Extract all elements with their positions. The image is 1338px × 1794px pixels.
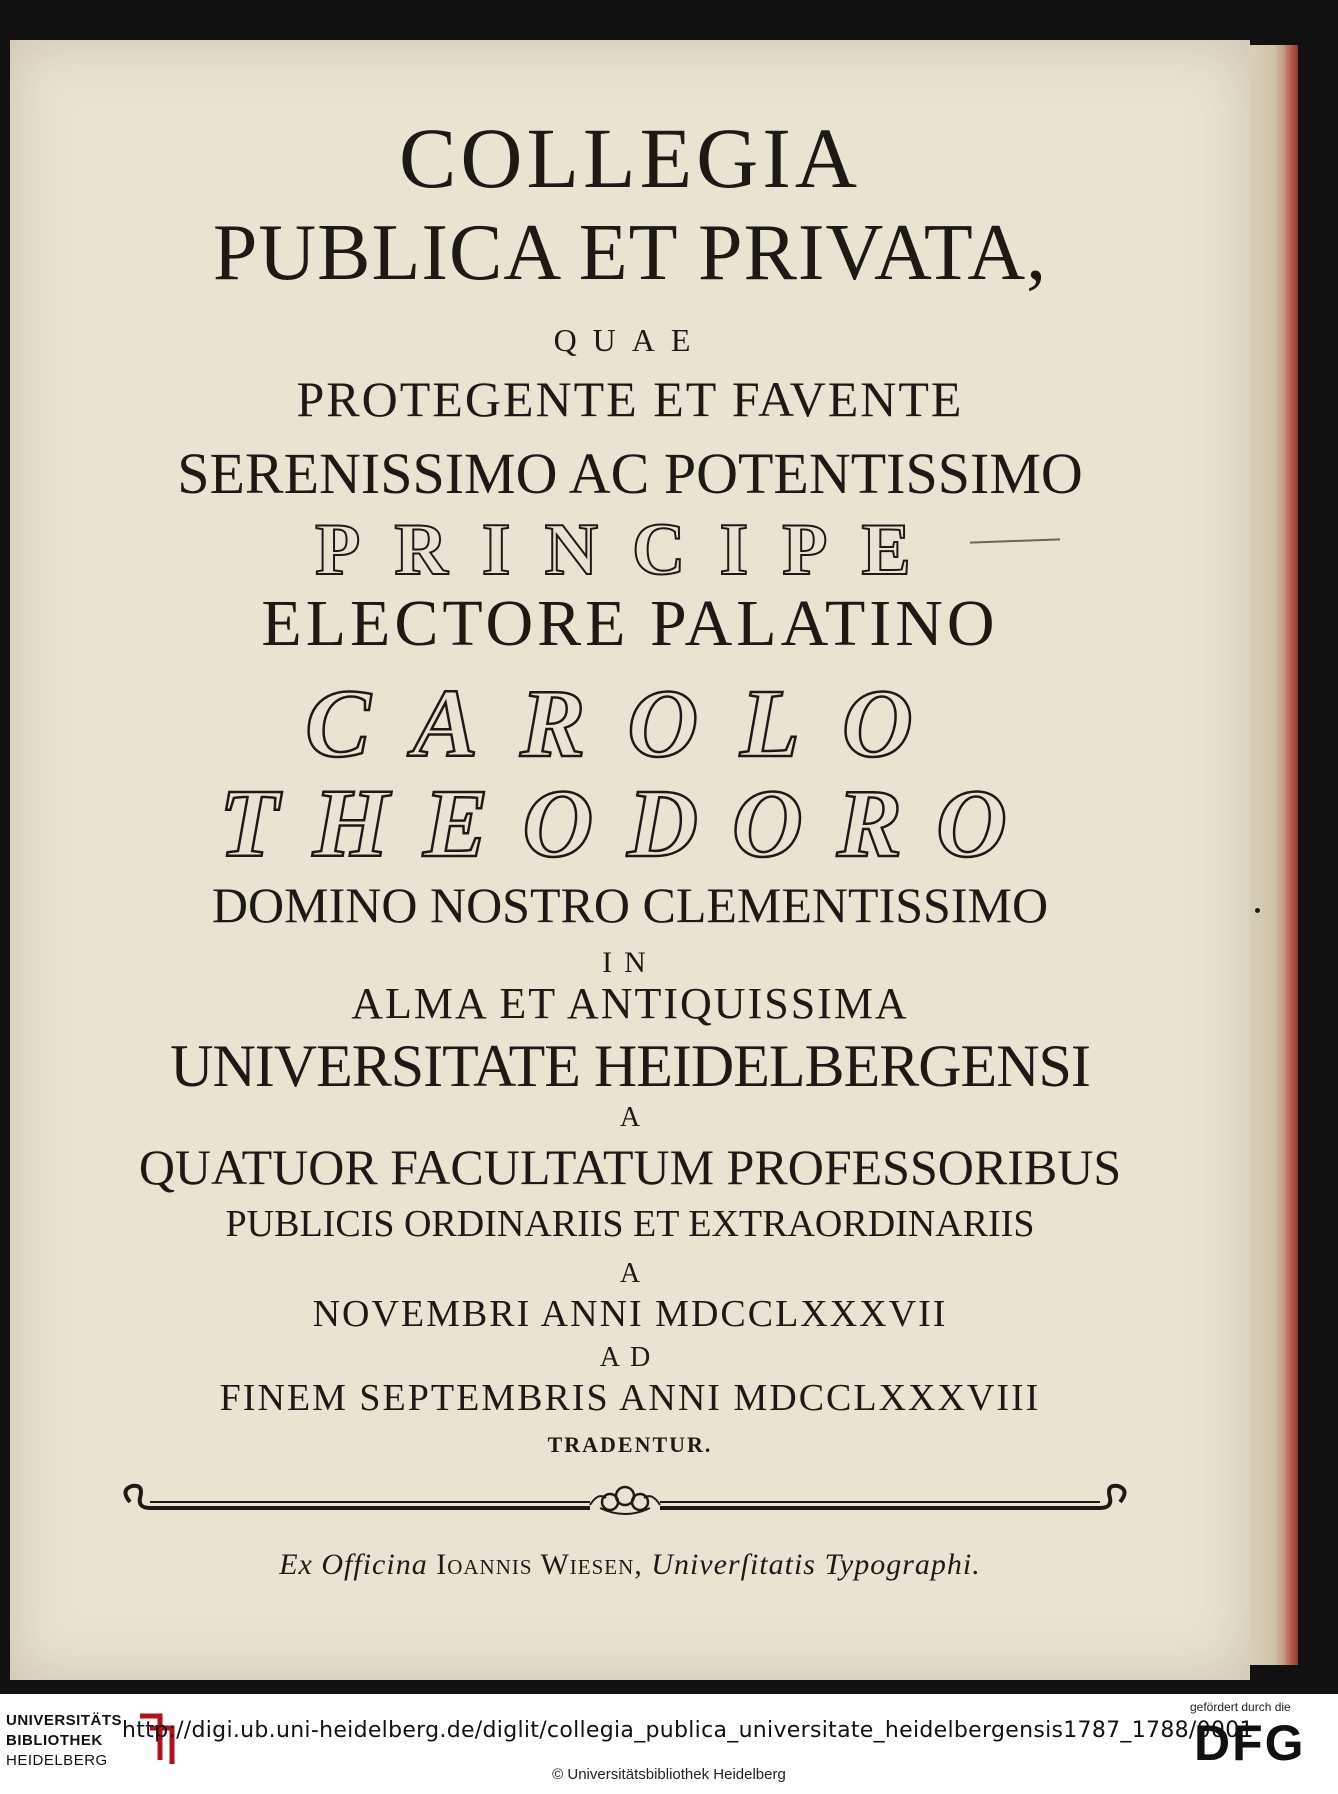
line-principe: PRINCIPE: [315, 509, 945, 591]
sponsor-label: gefördert durch die: [1190, 1700, 1291, 1714]
imprint-typographi: Univerſitatis Typographi.: [651, 1548, 981, 1581]
imprint-officina: Officina: [321, 1548, 428, 1581]
line-universitate: UNIVERSITATE HEIDELBERGENSI: [170, 1033, 1090, 1099]
imprint-printer: Ioannis Wiesen: [427, 1548, 635, 1581]
line-quae: QUAE: [553, 322, 707, 358]
line-domino: DOMINO NOSTRO CLEMENTISSIMO: [211, 877, 1049, 933]
ornamental-rule: [110, 1472, 1140, 1532]
line-alma: ALMA ET ANTIQUISSIMA: [351, 979, 909, 1028]
line-tradentur: TRADENTUR.: [547, 1432, 713, 1457]
copyright-notice: © Universitätsbibliothek Heidelberg: [552, 1766, 786, 1783]
library-name-line2: BIBLIOTHEK: [6, 1732, 103, 1749]
footer-bar: [0, 1694, 1338, 1794]
line-finem: FINEM SEPTEMBRIS ANNI MDCCLXXXVIII: [219, 1377, 1041, 1419]
page-edge: [1250, 45, 1298, 1665]
line-ad: AD: [599, 1342, 661, 1373]
library-name-line3: HEIDELBERG: [6, 1752, 108, 1769]
line-a-first: A: [619, 1102, 641, 1133]
imprint-comma: ,: [634, 1548, 652, 1581]
line-protegente: PROTEGENTE ET FAVENTE: [296, 371, 964, 427]
line-publicis: PUBLICIS ORDINARIIS ET EXTRAORDINARIIS: [225, 1203, 1035, 1245]
line-quatuor: QUATUOR FACULTATUM PROFESSORIBUS: [138, 1139, 1122, 1195]
title-line-collegia: COLLEGIA: [399, 110, 861, 206]
imprint-line: [10, 1548, 1250, 1582]
title-line-publica: PUBLICA ET PRIVATA,: [212, 209, 1048, 297]
line-carolo-decorative: CAROLO: [305, 670, 955, 778]
line-electore: ELECTORE PALATINO: [261, 587, 999, 660]
line-novembri: NOVEMBRI ANNI MDCCLXXXVII: [312, 1293, 948, 1335]
line-theodoro-decorative: THEODORO: [219, 770, 1041, 878]
line-serenissimo: SERENISSIMO AC POTENTISSIMO: [177, 441, 1083, 506]
imprint-ex: Ex: [279, 1548, 322, 1581]
line-a-second: A: [619, 1258, 641, 1289]
dfg-logo: DFG: [1194, 1715, 1306, 1771]
line-in: IN: [602, 946, 658, 979]
permalink-url[interactable]: http://digi.ub.uni-heidelberg.de/diglit/collegia_publica_universitate_heidelbergensis1787_1788/0001: [122, 1718, 1254, 1743]
library-name-line1: UNIVERSITÄTS: [6, 1712, 123, 1729]
title-page: [10, 40, 1250, 1680]
ink-speck: [1255, 908, 1260, 913]
